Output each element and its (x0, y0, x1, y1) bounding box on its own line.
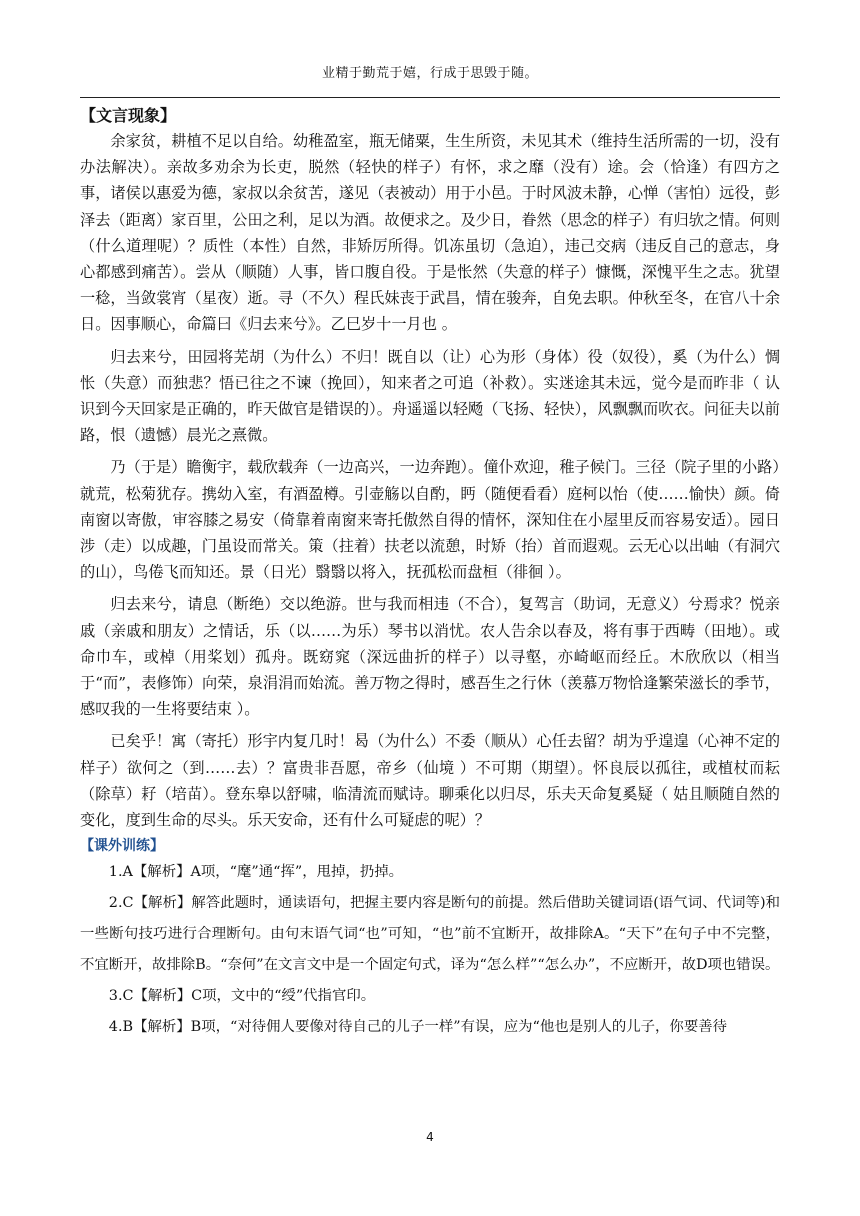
paragraph-4: 已矣乎！寓（寄托）形宇内复几时！曷（为什么）不委（顺从）心任去留？胡为乎遑遑（心神不定的样子）欲何之（到……去）？富贵非吾愿，帝乡（仙境 ）不可期（期望）。怀良辰以孤往，或植杖而耘（除草）耔（培苗）。登东皋以舒啸，临清流而赋诗。聊乘化以归尽，乐夫天命复奚疑（ 姑且顺随自然的变化，度到生命的尽头。乐天安命，还有什么可疑虑的呢）？ (80, 732, 780, 830)
paragraph-1: 归去来兮，田园将芜胡（为什么）不归！既自以（让）心为形（身体）役（奴役），奚（为什么）惆怅（失意）而独悲？悟已往之不谏（挽回），知来者之可追（补救）。实迷途其未远，觉今是而昨非（ 认识到今天回家是正确的，昨天做官是错误的）。舟遥遥以轻飏（飞扬、轻快），风飘飘而吹衣。问征夫以前路，恨（遗憾）晨光之熹微。 (80, 347, 780, 445)
paragraph-2: 乃（于是）瞻衡宇，载欣载奔（一边高兴，一边奔跑）。僮仆欢迎，稚子候门。三径（院子里的小路）就荒，松菊犹存。携幼入室，有酒盈樽。引壶觞以自酌，眄（随便看看）庭柯以怡（使……愉快）颜。倚南窗以寄傲，审容膝之易安（倚靠着南窗来寄托傲然自得的情怀，深知住在小屋里反而容易安适）。园日涉（走）以成趣，门虽设而常关。策（拄着）扶老以流憩，时矫（抬）首而遐观。云无心以出岫（有洞穴的山），鸟倦飞而知还。景（日光）翳翳以将入，抚孤松而盘桓（徘徊 ）。 (80, 458, 780, 582)
answer-3: 3.C【解析】C项，文中的“绶”代指官印。 (108, 988, 376, 1005)
answer-2: 2.C【解析】解答此题时，通读语句，把握主要内容是断句的前提。然后借助关键词语(语气词、代词等)和一些断句技巧进行合理断句。由句末语气词“也”可知，“也”前不宜断开，故排除A。“天下”在句子中不完整，不宜断开，故排除B。“奈何”在文言文中是一个固定句式，译为“怎么样”“怎么办”，不应断开，故D项也错误。 (80, 895, 780, 974)
answer-4: 4.B【解析】B项，“对待佣人要像对待自己的儿子一样”有误，应为“他也是别人的儿子，你要善待 (108, 1019, 727, 1036)
paragraph-3: 归去来兮，请息（断绝）交以绝游。世与我而相违（不合），复驾言（助词，无意义）兮焉求？悦亲戚（亲戚和朋友）之情话，乐（以……为乐）琴书以消忧。农人告余以春及，将有事于西畴（田地）。或命巾车，或棹（用桨划）孤舟。既窈窕（深远曲折的样子）以寻壑，亦崎岖而经丘。木欣欣以（相当于“而”，表修饰）向荣，泉涓涓而始流。善万物之得时，感吾生之行休（羡慕万物恰逢繁荣滋长的季节，感叹我的一生将要结束 ）。 (80, 595, 780, 719)
answer-1: 1.A【解析】A项，“麾”通“挥”，甩掉，扔掉。 (108, 864, 403, 881)
page-number: 4 (426, 1130, 434, 1144)
page-header-motto: 业精于勤荒于嬉，行成于思毁于随。 (321, 66, 538, 81)
section-title: 【文言现象】 (80, 106, 177, 125)
page-content (80, 104, 780, 1043)
header-divider (80, 97, 780, 98)
paragraph-preface: 余家贫，耕植不足以自给。幼稚盈室，瓶无储粟，生生所资，未见其术（维持生活所需的一切，没有办法解决）。亲故多劝余为长吏，脱然（轻快的样子）有怀，求之靡（没有）途。会（恰逢）有四方之事，诸侯以惠爱为德，家叔以余贫苦，遂见（表被动）用于小邑。于时风波未静，心惮（害怕）远役，彭泽去（距离）家百里，公田之利，足以为酒。故便求之。及少日，眷然（思念的样子）有归欤之情。何则（什么道理呢）？质性（本性）自然，非矫厉所得。饥冻虽切（急迫），违己交病（违反自己的意志，身心都感到痛苦）。尝从（顺随）人事，皆口腹自役。于是怅然（失意的样子）慷慨，深愧平生之志。犹望一稔，当敛裳宵（星夜）逝。寻（不久）程氏妹丧于武昌，情在骏奔，自免去职。仲秋至冬，在官八十余日。因事顺心，命篇曰《归去来兮》。乙巳岁十一月也 。 (80, 132, 780, 334)
exercise-title: 【课外训练】 (80, 838, 164, 855)
